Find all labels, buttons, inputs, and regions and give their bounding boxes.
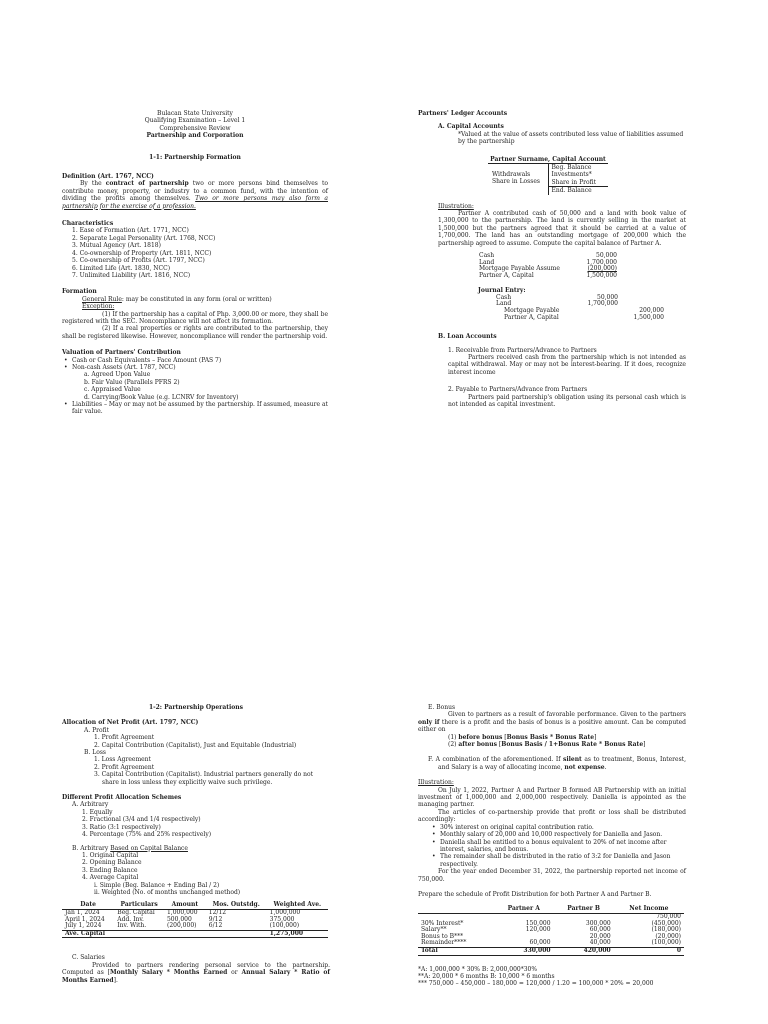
table-total-row (62, 930, 328, 938)
illustration-list (418, 824, 686, 868)
list-item: • Monthly salary of 20,000 and 10,000 respectively for Daniella and Jason. (430, 831, 686, 838)
table-cell: Land (479, 258, 495, 266)
table-cell: 12/12 (208, 908, 227, 916)
loan-item-heading: 1. Receivable from Partners/Advance to Partners (448, 346, 597, 354)
list-item (62, 845, 330, 852)
list-item: 3. Mutual Agency (Art. 1818) (72, 242, 161, 250)
list-item: 6. Limited Life (Art. 1830, NCC) (72, 264, 171, 272)
table-cell: 20,000 (589, 932, 611, 940)
table-cell: (100,000) (269, 922, 300, 930)
loan-item-text: Partners paid partnership's obligation using its personal cash which is not intended as capital investment. (448, 393, 686, 409)
list-item: 4. Co-ownership of Property (Art. 1811, NCC) (72, 249, 212, 257)
table-cell: (20,000) (655, 932, 681, 940)
text-part: ]. (113, 976, 118, 984)
t-account-entry: Share in Losses (492, 178, 540, 186)
text-bold: silent (562, 756, 582, 764)
column-header: Amount (171, 901, 199, 909)
list-item: 1. Original Capital (82, 851, 139, 859)
column-header: Weighted Ave. (273, 901, 322, 909)
table-cell: (200,000) (166, 922, 197, 930)
formation-general-rule (62, 296, 328, 303)
table-cell: 1,700,000 (586, 258, 617, 266)
illustration-text: For the year ended December 31, 2022, the partnership reported net income of 750,000. (418, 868, 686, 883)
text-part: F. A combination of the aforementioned. If (428, 756, 563, 764)
section-title: Partners' Ledger Accounts (418, 110, 508, 117)
list-item: B. Loss (84, 749, 106, 757)
instruction-text: Prepare the schedule of Profit Distribution for both Partner A and Partner B. (418, 890, 652, 898)
table-cell: Ave. Capital (65, 929, 105, 937)
table-cell: 40,000 (589, 939, 611, 947)
text-part: ] (594, 733, 597, 741)
table-cell: 0 (676, 946, 681, 954)
column-header: Particulars (120, 901, 158, 909)
t-account-credit (549, 164, 609, 195)
column-header: Partner A (507, 905, 540, 913)
list-item: d. Carrying/Book Value (e.g. LCNRV for Inventory) (84, 393, 239, 401)
table-cell: 60,000 (529, 939, 551, 947)
capital-computation (476, 253, 620, 279)
general-rule-text: : may be constituted in any form (oral or written) (121, 295, 272, 303)
definition-term: contract of partnership (105, 180, 189, 188)
valuation-list (62, 401, 328, 416)
footnote: *** 750,000 – 450,000 – 180,000 = 120,000 / 1.20 = 100,000 * 20% = 20,000 (418, 980, 654, 988)
table-cell: 1,000,000 (166, 908, 198, 916)
table-cell: Partner A, Capital (479, 271, 534, 279)
table-cell: Inv. With. (117, 922, 147, 930)
text-bold: Bonus Basis * Bonus Rate (506, 733, 595, 741)
list-item: 3. Capital Contribution (Capitalist). Industrial partners generally do not share in loss unless they explicitly waive such privilege. (94, 771, 314, 786)
table-cell: Jan 1, 2024 (65, 908, 100, 916)
table-cell: Bonus to B*** (421, 932, 464, 940)
capital-accounts-heading: A. Capital Accounts (438, 123, 504, 131)
table-cell: 1,500,000 (633, 313, 664, 321)
text-part: or (227, 969, 242, 977)
table-cell: 9/12 (208, 915, 223, 923)
definition-part: two or more persons bind themselves to contribute money, property, or industry to a common fund, with the intention of dividing the profits among themselves. (62, 180, 328, 203)
table-cell: (180,000) (651, 926, 681, 934)
table-cell: 200,000 (639, 307, 664, 315)
table-cell (579, 308, 621, 315)
bonus-option (418, 741, 686, 748)
text-part: Provided to partners rendering personal service to the partnership. Computed as [ (62, 961, 330, 977)
table-cell: 1,700,000 (587, 300, 618, 308)
list-label: B. Arbitrary (72, 844, 111, 852)
list-item: ii. Weighted (No. of months unchanged method) (94, 888, 241, 896)
general-rule-label: General Rule (82, 295, 122, 303)
loan-accounts-heading: B. Loan Accounts (438, 333, 497, 341)
t-account-entry: Beg. Balance (551, 164, 592, 172)
t-account-entry: Share in Profit (551, 178, 596, 186)
text-part: ] (643, 741, 646, 749)
list-item: 5. Co-ownership of Profits (Art. 1797, NCC) (72, 257, 205, 265)
table-cell: 1,275,000 (269, 929, 304, 937)
table-cell: (450,000) (651, 919, 681, 927)
list-item: • Cash or Cash Equivalents – Face Amount (PAS 7) (62, 357, 328, 364)
footnote: **A: 20,000 * 6 months B: 10,000 * 6 months (418, 972, 555, 980)
header-line: Comprehensive Review (159, 124, 231, 132)
table-cell (579, 315, 621, 322)
definition-note: Two or more persons may also form a partnership for the exercise of a profession. (62, 195, 328, 210)
profit-distribution-table (418, 906, 684, 955)
table-cell: 60,000 (589, 926, 611, 934)
table-cell: 500,000 (166, 915, 192, 923)
list-item: • 30% interest on original capital contribution ratio. (430, 824, 686, 831)
table-cell: Cash (496, 293, 512, 301)
column-header: Partner B (567, 905, 600, 913)
table-cell: Beg. Capital (117, 908, 155, 916)
list-item: 4. Average Capital (82, 874, 139, 882)
list-item: c. Appraised Value (84, 386, 141, 394)
t-account-entry: End. Balance (549, 186, 609, 194)
table-cell: Mortgage Payable (504, 307, 560, 315)
table-cell: Partner A, Capital (504, 313, 559, 321)
page-partnership-operations (62, 704, 330, 984)
table-cell: 50,000 (596, 252, 617, 260)
exception-item: (2) If a real properties or rights are contributed to the partnership, they shall be registered likewise. However, noncompliance will render the partnership void. (62, 325, 328, 340)
table-cell: April 1, 2024 (65, 915, 105, 923)
list-item: 3. Ending Balance (82, 866, 138, 874)
table-cell (621, 295, 667, 302)
valuation-heading: Valuation of Partners' Contribution (62, 349, 181, 357)
list-item: 1. Profit Agreement (94, 734, 155, 742)
text-part: [ (502, 733, 507, 741)
list-item: • Non-cash Assets (Art. 1787, NCC) (62, 364, 328, 371)
table-header-row (418, 906, 684, 913)
text-part: as to treatment, Bonus, Interest, and Salary is a way of allocating income, (438, 756, 686, 771)
text-part: . (604, 763, 607, 771)
table-cell: 300,000 (585, 919, 611, 927)
table-cell: Mortgage Payable Assume (479, 265, 560, 273)
list-item: A. Arbitrary (72, 801, 109, 809)
formation-heading: Formation (62, 288, 97, 296)
bonus-text (418, 711, 686, 733)
list-item: 2. Separate Legal Personality (Art. 1768, NCC) (72, 234, 216, 242)
exception-item: (1) If the partnership has a capital of Php. 3,000.00 or more, they shall be registered with the SEC. Noncompliance will not affect its formation. (62, 310, 328, 325)
definition-heading: Definition (Art. 1767, NCC) (62, 173, 154, 181)
table-cell: 50,000 (597, 293, 618, 301)
list-label-underlined: Based on Capital Balance (110, 844, 188, 852)
text-bold: Bonus Basis / 1+Bonus Rate * Bonus Rate (501, 741, 644, 749)
t-account-entry: Investments* (551, 171, 592, 179)
bonus-option (418, 734, 686, 741)
list-item: 1. Ease of Formation (Art. 1771, NCC) (72, 227, 189, 235)
list-item: • Liabilities – May or may not be assumed by the partnership. If assumed, measure at fair value. (62, 401, 328, 416)
schemes-heading: Different Profit Allocation Schemes (62, 794, 182, 802)
table-cell: (200,000) (587, 265, 617, 273)
sublist (62, 809, 330, 839)
list-item: 2. Profit Agreement (94, 763, 155, 771)
journal-entry-heading: Journal Entry: (478, 287, 526, 295)
table-cell: 750,000 (656, 912, 681, 920)
table-cell: 1,500,000 (586, 271, 617, 279)
illustration-label: Illustration: (438, 202, 474, 210)
header-line: Qualifying Examination – Level 1 (144, 117, 246, 125)
list-item: 2. Capital Contribution (Capitalist), Just and Equitable (Industrial) (94, 741, 297, 749)
exception-label: Exception: (82, 303, 115, 311)
definition-text (62, 180, 328, 210)
text-part: there is a profit and the basis of bonus is a positive amount. Can be computed either on (418, 718, 686, 734)
table-cell: 30% Interest* (421, 919, 464, 927)
header-line: Partnership and Corporation (146, 132, 244, 140)
characteristics-list (62, 227, 328, 279)
sublist (62, 852, 330, 882)
text-part: [ (497, 741, 502, 749)
table-cell: 150,000 (525, 919, 551, 927)
list-item: 1. Loss Agreement (94, 756, 151, 764)
text-bold: before bonus (458, 733, 503, 741)
table-cell: 375,000 (269, 915, 295, 923)
journal-entry (476, 295, 667, 321)
text-part: Given to partners as a result of favorable performance. Given to the partners (448, 711, 686, 719)
list-item: • The remainder shall be distributed in the ratio of 3:2 for Daniella and Jason respectively. (430, 853, 686, 868)
weighted-average-table (62, 902, 328, 938)
allocation-heading: Allocation of Net Profit (Art. 1797, NCC) (62, 719, 199, 727)
table-total-row (418, 947, 684, 955)
column-header: Date (80, 901, 96, 909)
list-item: i. Simple (Beg. Balance + Ending Bal / 2) (94, 881, 220, 889)
sublist (62, 734, 330, 749)
list-item: 3. Ratio (3:1 respectively) (82, 823, 161, 831)
section-title: 1-1: Partnership Formation (149, 153, 241, 161)
text-bold: only if (418, 718, 440, 726)
illustration-label: Illustration: (418, 779, 454, 787)
combination-text (418, 756, 686, 771)
page-ledger-accounts (418, 110, 686, 409)
table-cell: Remainder**** (421, 939, 467, 947)
list-item: • Daniella shall be entitled to a bonus equivalent to 20% of net income after interest, salaries, and bonus. (430, 839, 686, 854)
table-cell: Land (496, 300, 512, 308)
table-cell: 1,000,000 (269, 908, 301, 916)
characteristics-heading: Characteristics (62, 220, 114, 228)
column-header: Net Income (629, 905, 669, 913)
valuation-list (62, 357, 328, 372)
loan-item-text: Partners received cash from the partnership which is not intended as capital withdrawal. May or may not be interest-bearing. If it does, recognize interest income (448, 354, 686, 376)
table-cell: 6/12 (208, 922, 223, 930)
t-account-title: Partner Surname, Capital Account (488, 156, 608, 164)
table-cell: Cash (479, 252, 495, 260)
table-row (476, 315, 667, 322)
page-profit-distribution (418, 704, 686, 988)
list-item: 4. Percentage (75% and 25% respectively) (82, 831, 212, 839)
table-cell: Salary** (421, 926, 447, 934)
table-row (418, 921, 684, 928)
loan-item-heading: 2. Payable to Partners/Advance from Partners (448, 386, 588, 394)
list-item: 2. Opening Balance (82, 859, 142, 867)
section-title: 1-2: Partnership Operations (148, 704, 244, 711)
table-row (476, 273, 620, 280)
table-cell: Total (421, 946, 438, 954)
column-header: Mos. Outstdg. (212, 901, 260, 909)
page-partnership-formation (62, 110, 328, 416)
document-header (62, 110, 328, 140)
text-bold: not expense (564, 763, 605, 771)
table-cell: 120,000 (525, 926, 551, 934)
text-part: (1) (448, 733, 459, 741)
text-bold: after bonus (458, 741, 498, 749)
list-item: A. Profit (84, 726, 110, 734)
illustration-text: Partner A contributed cash of 50,000 and a land with book value of 1,300,000 to the partnership. The land is currently selling in the market at 1,500,000 but the partners agreed that it should be carried at a value of 1,700,000. The land has an outstanding mortgage of 200,000 which the partnership agreed to assume. Compute the capital balance of Partner A. (438, 210, 686, 247)
salaries-heading: C. Salaries (72, 954, 105, 962)
footnotes (418, 966, 686, 988)
capital-accounts-note: *Valued at the value of assets contributed less value of liabilities assumed by the partnership (458, 130, 684, 146)
footnote: *A: 1,000,000 * 30% B: 2,000,000*30% (418, 965, 538, 973)
list-item: 1. Equally (82, 808, 113, 816)
bonus-heading: E. Bonus (428, 704, 456, 711)
illustration-text: On July 1, 2022, Partner A and Partner B formed AB Partnership with an initial investment of 1,000,000 and 2,000,000 respectively. Daniella is appointed as the managing partner. (418, 786, 686, 809)
table-cell: 330,000 (523, 946, 551, 954)
column-header (418, 906, 494, 913)
table-cell: Add. Inv. (117, 915, 144, 923)
list-item: 2. Fractional (3/4 and 1/4 respectively) (82, 816, 201, 824)
t-account-entry: Withdrawals (492, 171, 531, 179)
text-bold: Annual Salary * Ratio of Months Earned (62, 969, 331, 984)
table-cell: July 1, 2024 (65, 922, 102, 930)
illustration-text: The articles of co-partnership provide that profit or loss shall be distributed accordingly: (418, 808, 686, 824)
text-part: (2) (448, 741, 459, 749)
header-line: Bulacan State University (157, 110, 233, 117)
list-item: a. Agreed Upon Value (84, 371, 151, 379)
definition-part: By the (80, 180, 106, 188)
list-item: b. Fair Value (Parallels PFRS 2) (84, 378, 180, 386)
table-cell: 420,000 (583, 946, 611, 954)
sublist (62, 756, 330, 786)
salaries-text (62, 962, 330, 984)
sublist (62, 882, 330, 897)
table-cell: (100,000) (651, 939, 681, 947)
t-account-debit (488, 164, 549, 195)
table-row (418, 940, 684, 947)
text-bold: Monthly Salary * Months Earned (109, 969, 228, 977)
t-account (488, 156, 608, 195)
valuation-sublist (62, 371, 328, 401)
list-item: 7. Unlimited Liability (Art. 1816, NCC) (72, 271, 191, 279)
